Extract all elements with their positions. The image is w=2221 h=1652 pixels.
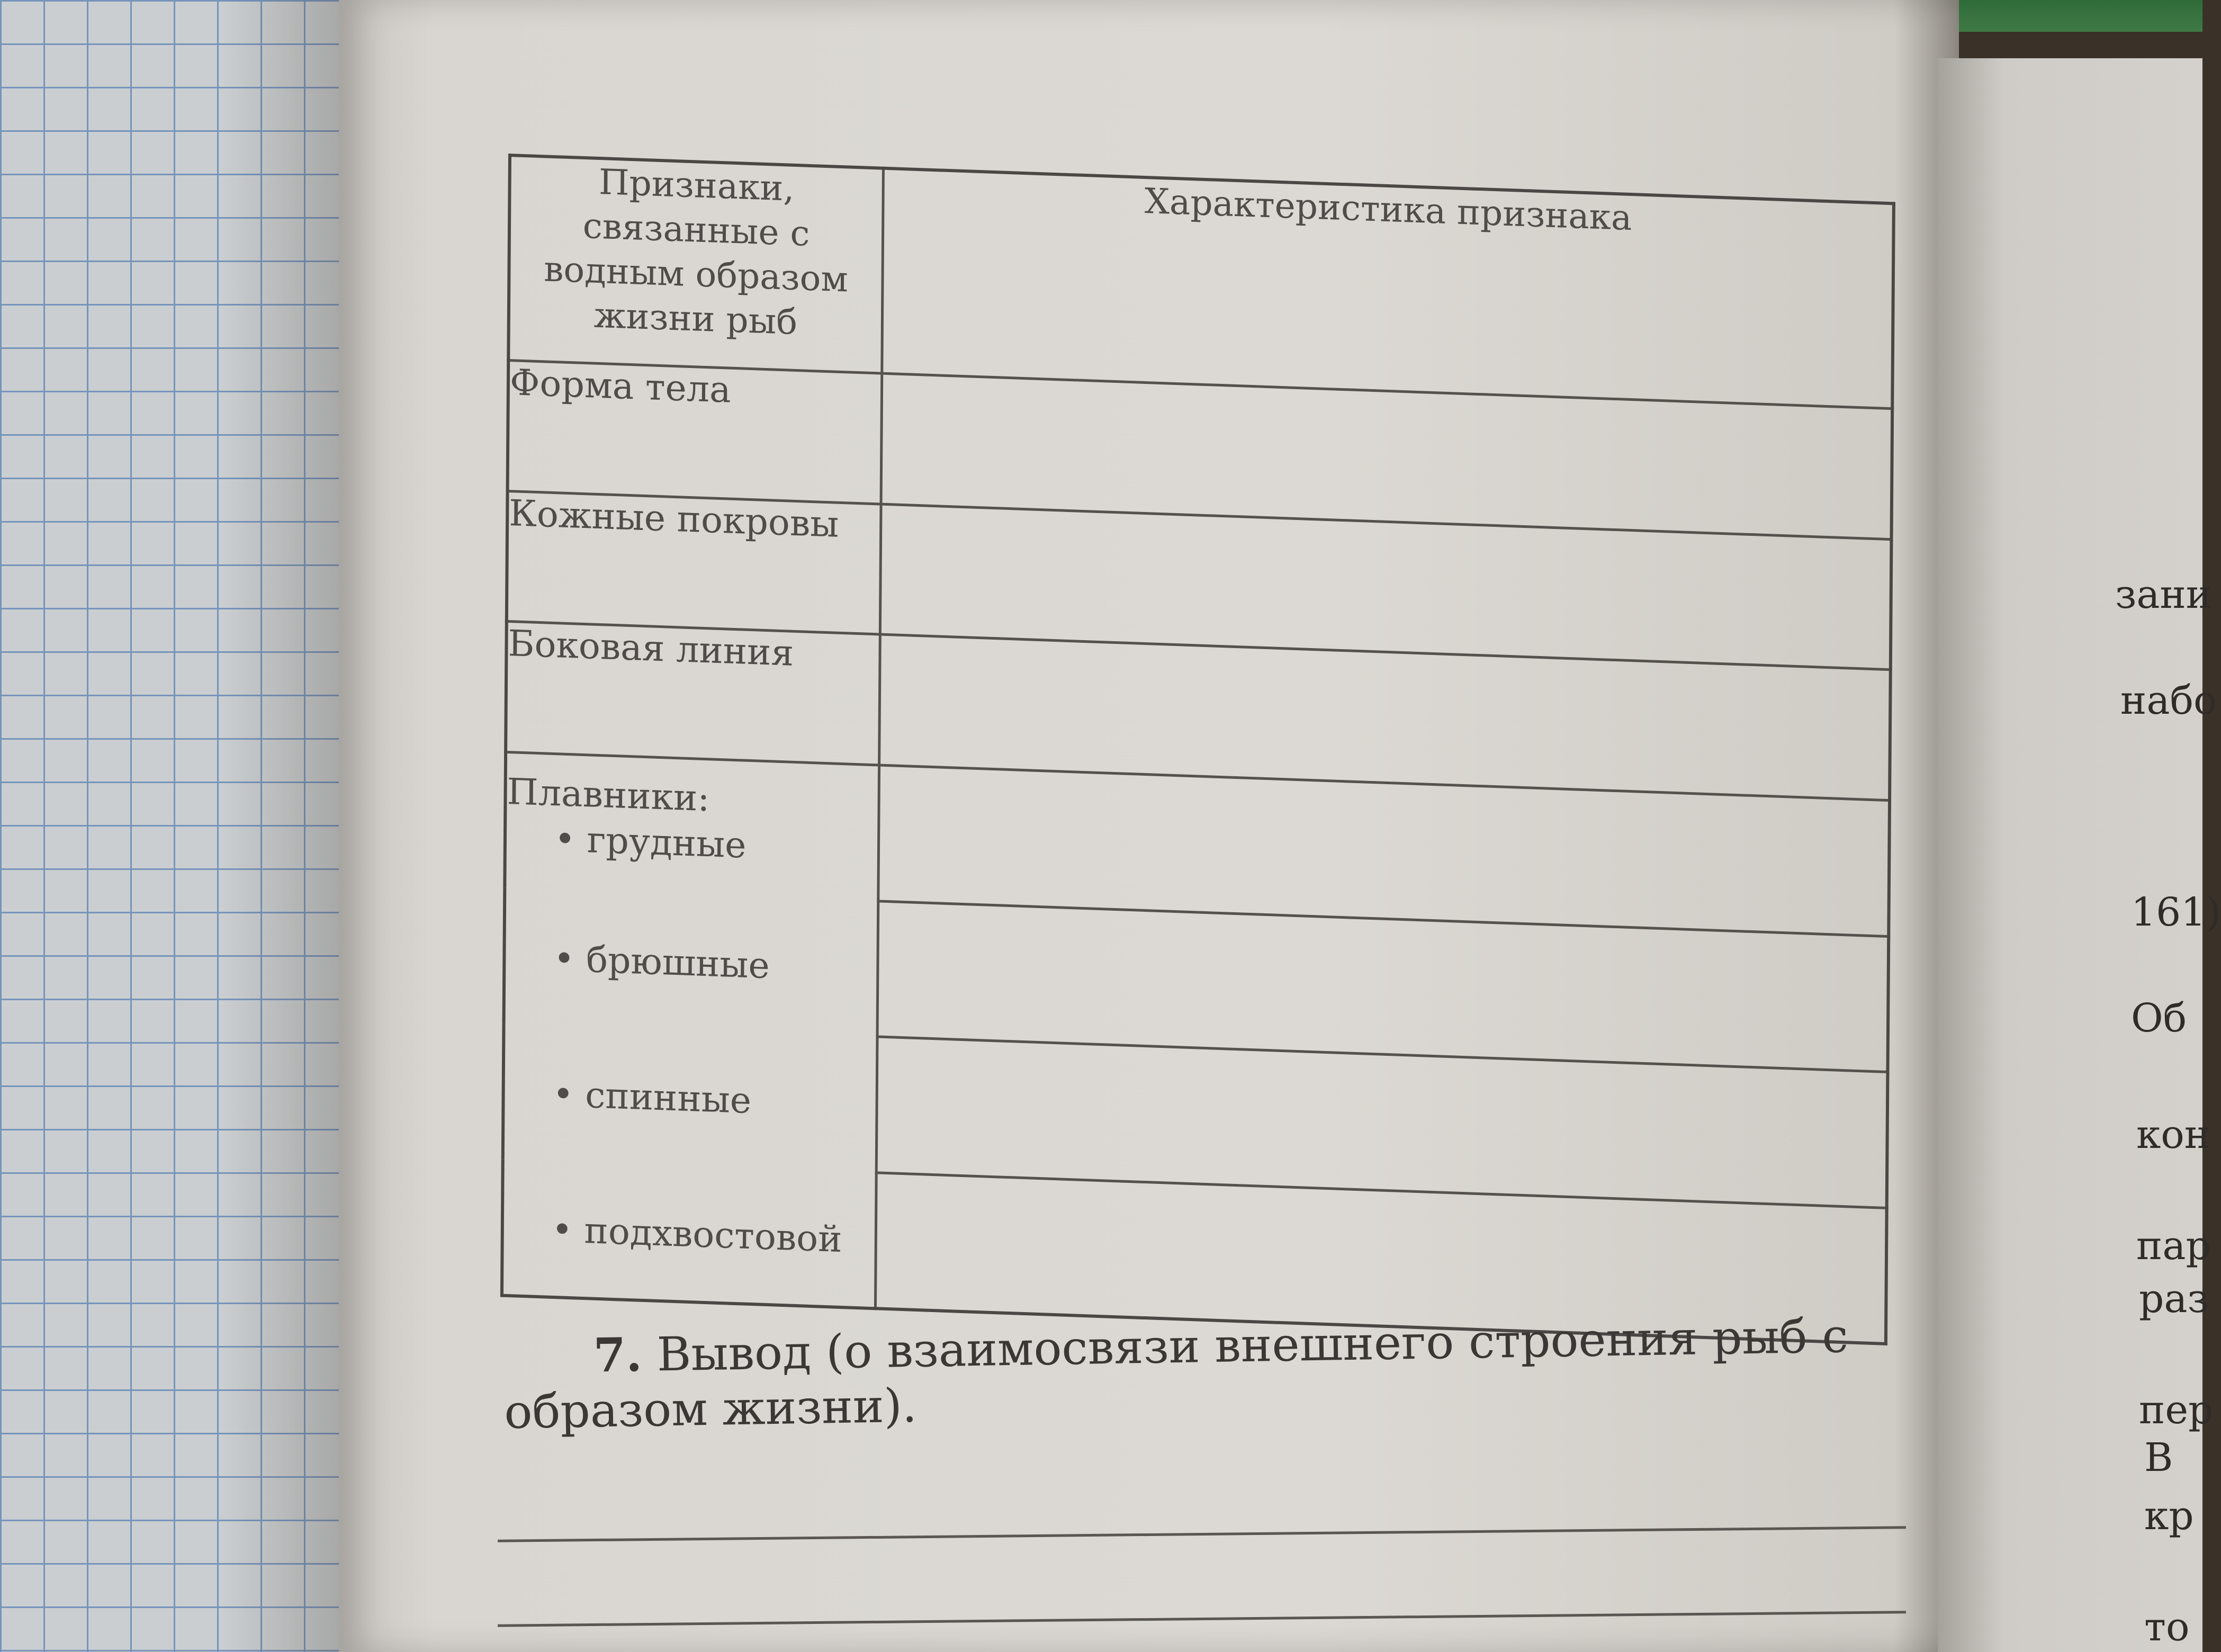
traits-table (500, 154, 1895, 1345)
fin-item-dorsal: • спинные (552, 1073, 752, 1123)
row-label-skin: Кожные покровы (507, 491, 881, 634)
conclusion-text: Вывод (о взаимосвязи внешнего строения рыб с образом жизни). (503, 1308, 1849, 1439)
right-fragment: кр (2144, 1493, 2194, 1539)
conclusion-prompt (503, 1307, 1934, 1440)
fin-item-pelvic: • брюшные (553, 938, 770, 987)
header-characteristic: Характеристика признака (882, 168, 1894, 409)
fins-label: Плавники: (507, 770, 710, 820)
right-fragment: 161) (2131, 890, 2221, 935)
right-fragment: набо (2120, 678, 2217, 723)
header-traits: Признаки, связанные с водным образом жизни рыб (508, 155, 883, 373)
row-label-fins (502, 752, 879, 1308)
fin-item-caudal: • подхвостовой (551, 1208, 842, 1261)
right-fragment: пар (2136, 1223, 2211, 1269)
right-fragment: пер (2139, 1387, 2214, 1433)
row-label-lateral-line: Боковая линия (506, 622, 880, 765)
right-fragment: кон (2136, 1112, 2211, 1157)
right-fragment: В (2144, 1435, 2173, 1480)
right-fragment: то (2144, 1604, 2190, 1650)
right-fragment: раз (2139, 1276, 2209, 1322)
traits-table-wrap (500, 154, 1895, 1345)
fin-item-pectoral: • грудные (554, 818, 747, 867)
task-number: 7. (592, 1326, 643, 1383)
right-fragment: Об (2131, 995, 2187, 1041)
row-label-body-shape: Форма тела (508, 361, 882, 504)
right-fragment: зани (2115, 572, 2213, 617)
